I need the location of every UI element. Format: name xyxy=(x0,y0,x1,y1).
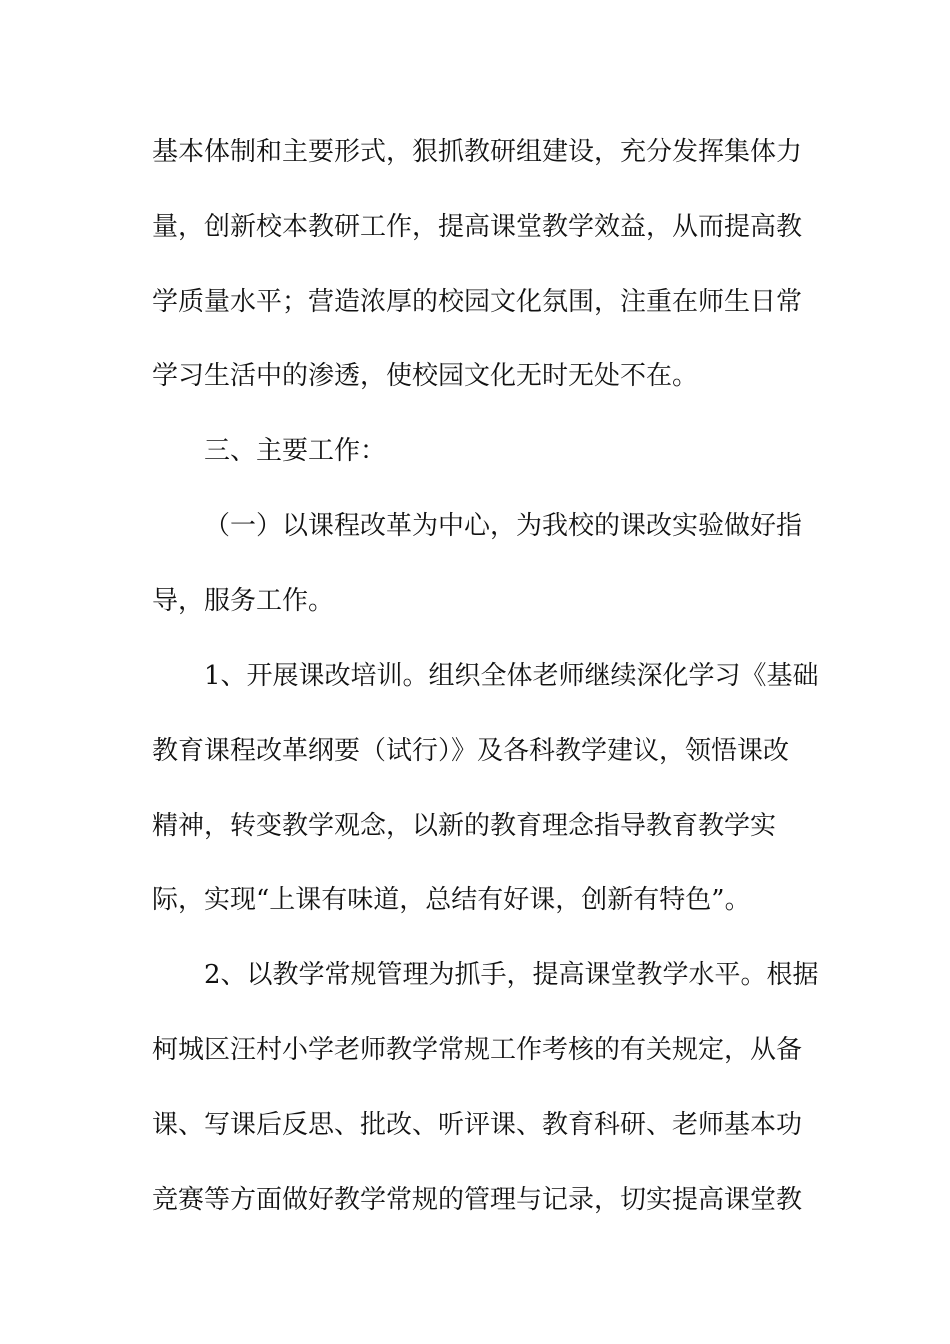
item-2-line-3: 课、写课后反思、批改、听评课、教育科研、老师基本功 xyxy=(152,1110,803,1140)
text-line-4: 学习生活中的渗透，使校园文化无时无处不在。 xyxy=(152,361,699,391)
text-line-3: 学质量水平；营造浓厚的校园文化氛围，注重在师生日常 xyxy=(152,287,803,317)
item-1-line-1: 1、开展课改培训。组织全体老师继续深化学习《基础 xyxy=(204,661,819,691)
item-2-line-1: 2、以教学常规管理为抓手，提高课堂教学水平。根据 xyxy=(204,960,819,990)
item-2-line-2: 柯城区汪村小学老师教学常规工作考核的有关规定，从备 xyxy=(152,1035,803,1065)
text-line-2: 量，创新校本教研工作，提高课堂教学效益，从而提高教 xyxy=(152,212,803,242)
text-line-1: 基本体制和主要形式，狠抓教研组建设，充分发挥集体力 xyxy=(152,137,803,167)
item-2-line-4: 竞赛等方面做好教学常规的管理与记录，切实提高课堂教 xyxy=(152,1185,803,1215)
item-1-line-4: 际，实现“上课有味道，总结有好课，创新有特色”。 xyxy=(152,885,751,915)
section-heading: 三、主要工作： xyxy=(204,436,387,466)
subsection-heading-line-2: 导，服务工作。 xyxy=(152,586,335,616)
item-1-line-2: 教育课程改革纲要（试行）》及各科教学建议，领悟课改 xyxy=(152,736,790,766)
item-1-line-3: 精神，转变教学观念，以新的教育理念指导教育教学实 xyxy=(152,811,777,841)
subsection-heading-line-1: （一）以课程改革为中心，为我校的课改实验做好指 xyxy=(204,511,803,541)
